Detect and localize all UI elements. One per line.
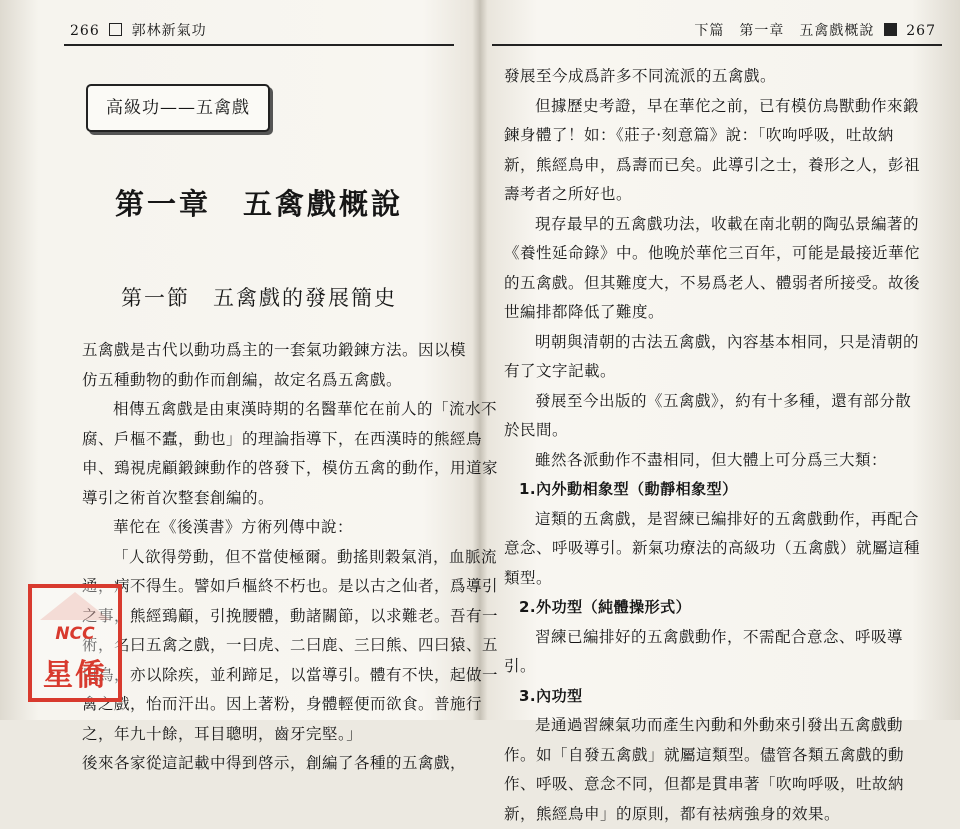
watermark-stamp (28, 584, 122, 702)
body-line: 習練已編排好的五禽戲動作，不需配合意念、呼吸導 (504, 623, 940, 653)
body-line: 作、呼吸、意念不同，但都是貫串著「吹呴呼吸，吐故納 (504, 770, 940, 800)
body-line: 是通過習練氣功而產生內動和外動來引發出五禽戲動 (504, 711, 940, 741)
body-line: 發展至今出版的《五禽戲》，約有十多種，還有部分散 (504, 387, 940, 417)
body-line: 後來各家從這記載中得到啓示，創編了各種的五禽戲， (82, 749, 456, 779)
body-line: 鍊身體了！如：《莊子·刻意篇》說：「吹呴呼吸，吐故納 (504, 121, 940, 151)
body-line: 申、鵄視虎顧鍛鍊動作的啓發下，模仿五禽的動作，用道家 (82, 454, 456, 484)
body-line: 新，熊經鳥申，爲壽而已矣。此導引之士，養形之人，彭祖 (504, 151, 940, 181)
right-page-number: 267 (906, 23, 936, 39)
body-line: 曰鳥，亦以除疾，並利蹄足，以當導引。體有不快，起做一 (82, 661, 456, 691)
left-running-title: 郭林新氣功 (132, 23, 207, 39)
body-line: 現存最早的五禽戲功法，收載在南北朝的陶弘景編著的 (504, 210, 940, 240)
body-line: 導引之術首次整套創編的。 (82, 484, 456, 514)
section-label-box: 高級功——五禽戲 (86, 84, 270, 132)
body-line: 發展至今成爲許多不同流派的五禽戲。 (504, 62, 940, 92)
subheading: 1.內外動相象型（動靜相象型） (504, 475, 940, 505)
right-page (482, 0, 960, 720)
right-body-text (504, 62, 940, 829)
body-line: 新，熊經鳥申」的原則，都有袪病強身的效果。 (504, 800, 940, 829)
body-line: 相傳五禽戲是由東漢時期的名醫華佗在前人的「流水不 (82, 395, 456, 425)
header-rule (64, 44, 454, 46)
house-roof-icon (40, 592, 110, 620)
body-line: 於民間。 (504, 416, 940, 446)
body-line: 引。 (504, 652, 940, 682)
body-line: 華佗在《後漢書》方術列傳中說： (82, 513, 456, 543)
watermark-latin: NCC (32, 624, 118, 644)
body-line: 類型。 (504, 564, 940, 594)
right-running-title: 下篇 第一章 五禽戲概說 (694, 23, 874, 39)
left-page (0, 0, 478, 720)
left-page-number: 266 (70, 23, 100, 39)
body-line: 有了文字記載。 (504, 357, 940, 387)
watermark-chinese: 星僑 (32, 650, 118, 694)
body-line: 仿五種動物的動作而創編，故定名爲五禽戲。 (82, 366, 456, 396)
right-page-header (694, 20, 936, 40)
body-line: 五禽戲是古代以動功爲主的一套氣功鍛鍊方法。因以模 (82, 336, 456, 366)
body-line: 禽之戲，怡而汗出。因上著粉，身體輕便而欲食。普施行 (82, 690, 456, 720)
square-ornament-icon (109, 23, 122, 36)
body-line: 世編排都降低了難度。 (504, 298, 940, 328)
section-title: 第一節 五禽戲的發展簡史 (64, 282, 454, 312)
body-line: 明朝與清朝的古法五禽戲，內容基本相同，只是清朝的 (504, 328, 940, 358)
header-rule (492, 44, 942, 46)
body-line: 「人欲得勞動，但不當使極爾。動搖則穀氣消，血脈流 (82, 543, 456, 573)
body-line: 通，病不得生。譬如戶樞終不朽也。是以古之仙者，爲導引 (82, 572, 456, 602)
chapter-title: 第一章 五禽戲概說 (64, 182, 454, 223)
left-page-header (70, 20, 207, 40)
body-line: 之事，熊經鵄顧，引挽腰體，動諸關節，以求難老。吾有一 (82, 602, 456, 632)
subheading: 2.外功型（純體操形式） (504, 593, 940, 623)
body-line: 《養性延命錄》中。他晚於華佗三百年，可能是最接近華佗 (504, 239, 940, 269)
body-line: 意念、呼吸導引。新氣功療法的高級功（五禽戲）就屬這種 (504, 534, 940, 564)
body-line: 之，年九十餘，耳目聰明，齒牙完堅。」 (82, 720, 456, 750)
body-line: 作。如「自發五禽戲」就屬這類型。儘管各類五禽戲的動 (504, 741, 940, 771)
body-line: 壽考者之所好也。 (504, 180, 940, 210)
body-line: 的五禽戲。但其難度大，不易爲老人、體弱者所接受。故後 (504, 269, 940, 299)
body-line: 術，名曰五禽之戲，一曰虎、二曰鹿、三曰熊、四曰猿、五 (82, 631, 456, 661)
body-line: 腐、戶樞不蠹，動也」的理論指導下，在西漢時的熊經鳥 (82, 425, 456, 455)
left-body-text (82, 336, 456, 779)
body-line: 但據歷史考證，早在華佗之前，已有模仿鳥獸動作來鍛 (504, 92, 940, 122)
filled-square-ornament-icon (884, 23, 897, 36)
body-line: 這類的五禽戲，是習練已編排好的五禽戲動作，再配合 (504, 505, 940, 535)
body-line: 雖然各派動作不盡相同，但大體上可分爲三大類： (504, 446, 940, 476)
subheading: 3.內功型 (504, 682, 940, 712)
